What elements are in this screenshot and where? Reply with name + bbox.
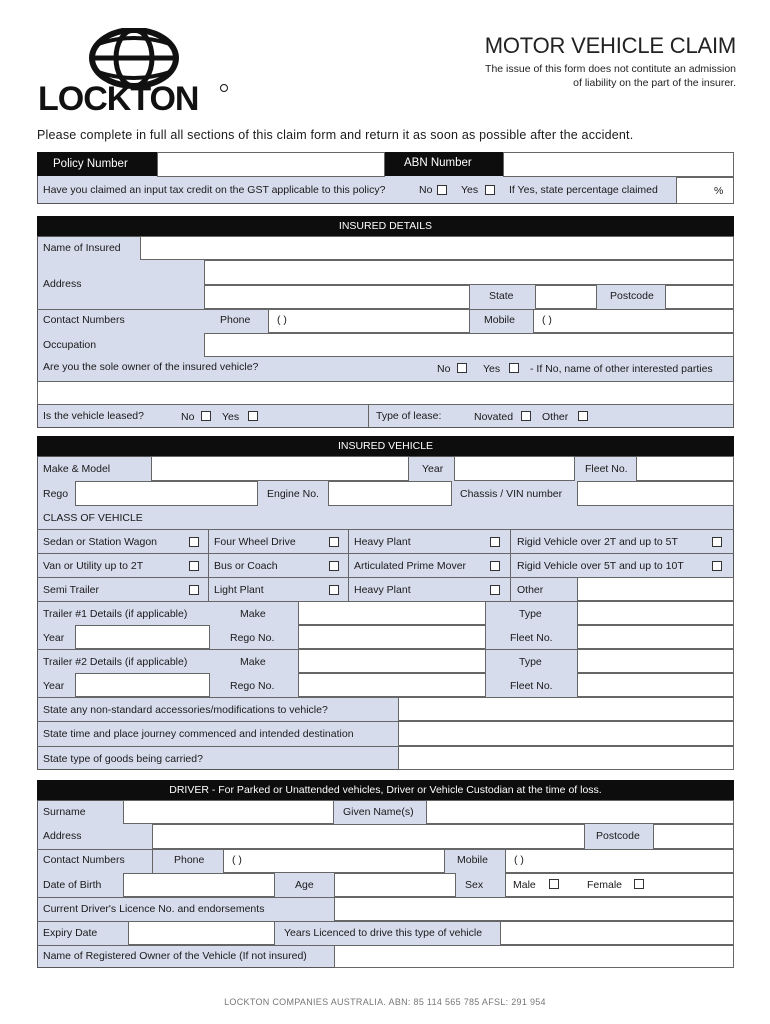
class-articulated-label: Articulated Prime Mover [354, 560, 467, 572]
class-rigid-5t-checkbox[interactable] [712, 561, 722, 571]
driver-address-field[interactable] [152, 824, 585, 849]
female-checkbox[interactable] [634, 879, 644, 889]
form-title: MOTOR VEHICLE CLAIM [484, 33, 736, 58]
class-articulated-checkbox[interactable] [490, 561, 500, 571]
abn-number-label: ABN Number [404, 157, 472, 169]
age-label: Age [295, 879, 314, 891]
driver-phone-label: Phone [174, 854, 205, 866]
class-heavy-plant-2-label: Heavy Plant [354, 584, 411, 596]
trailer2-make-field[interactable] [298, 649, 486, 673]
mobile-paren: ( ) [542, 314, 552, 326]
trailer2-fleet-label: Fleet No. [510, 680, 553, 692]
trailer2-rego-label: Rego No. [230, 680, 275, 692]
engine-no-field[interactable] [328, 481, 452, 506]
trailer2-type-field[interactable] [577, 649, 734, 673]
accessories-label: State any non-standard accessories/modifications to vehicle? [43, 704, 328, 716]
chassis-label: Chassis / VIN number [460, 488, 563, 500]
class-van-checkbox[interactable] [189, 561, 199, 571]
class-semi-checkbox[interactable] [189, 585, 199, 595]
given-names-field[interactable] [426, 800, 734, 824]
driver-address-label: Address [43, 830, 82, 842]
class-heavy-plant-label: Heavy Plant [354, 536, 411, 548]
occupation-field[interactable] [204, 333, 734, 357]
gst-question: Have you claimed an input tax credit on the GST applicable to this policy? [43, 184, 386, 196]
novated-label: Novated [474, 411, 514, 423]
sole-owner-no-checkbox[interactable] [457, 363, 467, 373]
gst-percentage-field[interactable] [676, 177, 734, 204]
leased-yes-label: Yes [222, 411, 240, 423]
gst-no-label: No [419, 184, 433, 196]
class-sedan-checkbox[interactable] [189, 537, 199, 547]
contact-numbers-label: Contact Numbers [43, 314, 125, 326]
trailer2-year-field[interactable] [75, 673, 210, 697]
leased-yes-checkbox[interactable] [248, 411, 258, 421]
driver-mobile-label: Mobile [457, 854, 488, 866]
class-light-plant-checkbox[interactable] [329, 585, 339, 595]
year-field[interactable] [454, 456, 575, 481]
driver-contact-label: Contact Numbers [43, 854, 125, 866]
driver-phone-field[interactable] [223, 849, 445, 873]
driver-phone-paren: ( ) [232, 854, 242, 866]
male-label: Male [513, 879, 536, 891]
year-label: Year [422, 463, 444, 475]
postcode-field[interactable] [665, 285, 734, 309]
policy-number-label: Policy Number [53, 158, 128, 170]
trailer1-rego-field[interactable] [298, 625, 486, 649]
years-licenced-field[interactable] [500, 921, 734, 945]
trailer1-year-label: Year [43, 632, 65, 644]
female-label: Female [587, 879, 623, 891]
rego-label: Rego [43, 488, 69, 500]
occupation-label: Occupation [43, 339, 97, 351]
trailer1-type-label: Type [519, 608, 542, 620]
surname-label: Surname [43, 806, 86, 818]
years-licenced-label: Years Licenced to drive this type of vehicle [284, 927, 483, 939]
state-field[interactable] [535, 285, 597, 309]
form-subtitle: The issue of this form does not contitute an admission of liability on the part of the insurer. [485, 63, 736, 89]
address-line2-field[interactable] [204, 285, 470, 309]
make-model-field[interactable] [151, 456, 409, 481]
sex-label: Sex [465, 879, 484, 891]
given-names-label: Given Name(s) [343, 806, 414, 818]
male-checkbox[interactable] [549, 879, 559, 889]
insured-vehicle-heading: INSURED VEHICLE [37, 436, 734, 456]
trailer1-rego-label: Rego No. [230, 632, 275, 644]
class-rigid-5t-label: Rigid Vehicle over 5T and up to 10T [517, 560, 684, 572]
trailer2-make-label: Make [240, 656, 266, 668]
insured-details-heading: INSURED DETAILS [37, 216, 734, 236]
trailer1-type-field[interactable] [577, 601, 734, 625]
driver-heading: DRIVER - For Parked or Unattended vehicles, Driver or Vehicle Custodian at the time of loss. [37, 780, 734, 800]
lease-other-checkbox[interactable] [578, 411, 588, 421]
abn-number-field[interactable] [503, 152, 734, 177]
gst-yes-checkbox[interactable] [485, 185, 495, 195]
goods-field[interactable] [398, 746, 734, 770]
class-heavy-plant-2-checkbox[interactable] [490, 585, 500, 595]
class-semi-label: Semi Trailer [43, 584, 100, 596]
class-rigid-2t-checkbox[interactable] [712, 537, 722, 547]
surname-field[interactable] [123, 800, 334, 824]
licence-field[interactable] [334, 897, 734, 921]
trailer1-fleet-label: Fleet No. [510, 632, 553, 644]
class-sedan-label: Sedan or Station Wagon [43, 536, 158, 548]
registered-owner-field[interactable] [334, 945, 734, 968]
trailer2-label: Trailer #2 Details (if applicable) [43, 656, 188, 668]
phone-field[interactable] [268, 309, 470, 333]
class-heavy-plant-checkbox[interactable] [490, 537, 500, 547]
accessories-field[interactable] [398, 697, 734, 721]
state-label: State [489, 290, 514, 302]
driver-mobile-paren: ( ) [514, 854, 524, 866]
class-of-vehicle-heading: CLASS OF VEHICLE [43, 512, 143, 524]
class-other-label: Other [517, 584, 544, 596]
sole-owner-question: Are you the sole owner of the insured vehicle? [43, 361, 259, 373]
class-bus-checkbox[interactable] [329, 561, 339, 571]
class-van-label: Van or Utility up to 2T [43, 560, 144, 572]
gst-no-checkbox[interactable] [437, 185, 447, 195]
interested-parties-field[interactable] [37, 381, 734, 405]
footer-text: LOCKTON COMPANIES AUSTRALIA. ABN: 85 114 565 785 AFSL: 291 954 [224, 997, 546, 1007]
driver-postcode-label: Postcode [596, 830, 640, 842]
address-line1-field[interactable] [204, 260, 734, 285]
sole-owner-no-label: No [437, 363, 451, 375]
lockton-logo [36, 28, 232, 116]
journey-label: State time and place journey commenced and intended destination [43, 728, 354, 740]
journey-field[interactable] [398, 721, 734, 746]
if-no-interested-parties-label: - If No, name of other interested parties [530, 363, 713, 375]
chassis-field[interactable] [577, 481, 734, 506]
trailer2-year-label: Year [43, 680, 65, 692]
lease-other-label: Other [542, 411, 569, 423]
name-of-insured-label: Name of Insured [43, 242, 121, 254]
class-four-wheel-label: Four Wheel Drive [214, 536, 296, 548]
gst-if-yes-label: If Yes, state percentage claimed [509, 184, 658, 196]
percent-sign: % [714, 185, 724, 197]
type-of-lease-label: Type of lease: [376, 410, 442, 422]
class-bus-label: Bus or Coach [214, 560, 278, 572]
licence-label: Current Driver's Licence No. and endorsements [43, 903, 265, 915]
fleet-no-field[interactable] [636, 456, 734, 481]
trailer1-fleet-field[interactable] [577, 625, 734, 649]
class-four-wheel-checkbox[interactable] [329, 537, 339, 547]
dob-field[interactable] [123, 873, 275, 897]
engine-no-label: Engine No. [267, 488, 319, 500]
name-of-insured-field[interactable] [140, 236, 734, 260]
class-other-field[interactable] [577, 577, 734, 601]
mobile-label: Mobile [484, 314, 515, 326]
phone-label: Phone [220, 314, 251, 326]
class-rigid-2t-label: Rigid Vehicle over 2T and up to 5T [517, 536, 678, 548]
driver-postcode-field[interactable] [653, 824, 734, 849]
registered-owner-label: Name of Registered Owner of the Vehicle (If not insured) [43, 950, 307, 962]
mobile-field[interactable] [533, 309, 734, 333]
trailer2-rego-field[interactable] [298, 673, 486, 697]
make-model-label: Make & Model [43, 463, 111, 475]
trailer1-label: Trailer #1 Details (if applicable) [43, 608, 188, 620]
address-label: Address [43, 278, 82, 290]
rego-field[interactable] [75, 481, 258, 506]
svg-text:LOCKTON: LOCKTON [38, 80, 199, 116]
expiry-field[interactable] [128, 921, 275, 945]
sole-owner-yes-label: Yes [483, 363, 501, 375]
class-light-plant-label: Light Plant [214, 584, 264, 596]
driver-mobile-field[interactable] [505, 849, 734, 873]
phone-paren: ( ) [277, 314, 287, 326]
trailer1-make-field[interactable] [298, 601, 486, 625]
policy-number-field[interactable] [157, 152, 385, 177]
goods-label: State type of goods being carried? [43, 753, 203, 765]
leased-no-checkbox[interactable] [201, 411, 211, 421]
leased-no-label: No [181, 411, 195, 423]
fleet-no-label: Fleet No. [585, 463, 628, 475]
postcode-label: Postcode [610, 290, 654, 302]
trailer1-year-field[interactable] [75, 625, 210, 649]
sole-owner-yes-checkbox[interactable] [509, 363, 519, 373]
expiry-label: Expiry Date [43, 927, 98, 939]
leased-question: Is the vehicle leased? [43, 410, 144, 422]
dob-label: Date of Birth [43, 879, 102, 891]
instruction-text: Please complete in full all sections of this claim form and return it as soon as possible after the accident. [37, 128, 634, 142]
trailer1-make-label: Make [240, 608, 266, 620]
age-field[interactable] [334, 873, 456, 897]
trailer2-fleet-field[interactable] [577, 673, 734, 697]
novated-checkbox[interactable] [521, 411, 531, 421]
gst-yes-label: Yes [461, 184, 479, 196]
trailer2-type-label: Type [519, 656, 542, 668]
